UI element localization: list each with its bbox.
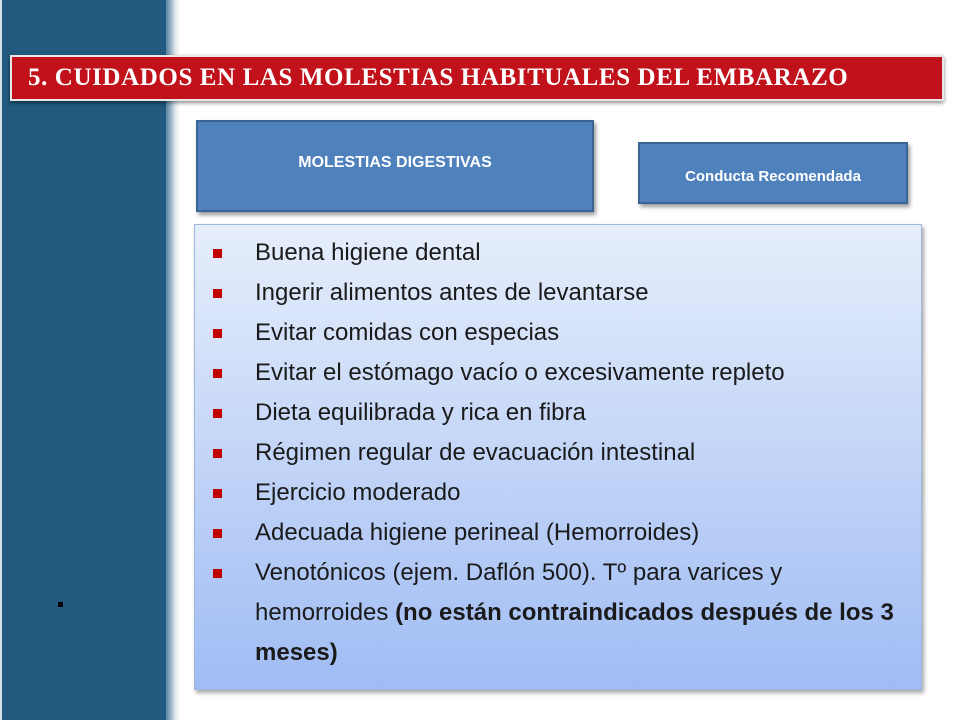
list-item-text: Evitar comidas con especias <box>255 319 560 346</box>
list-item <box>195 553 921 673</box>
square-bullet-icon <box>213 369 222 378</box>
list-item <box>195 273 921 313</box>
recommendations-list <box>195 225 921 673</box>
square-bullet-icon <box>213 569 222 578</box>
slide-title: 5. CUIDADOS EN LAS MOLESTIAS HABITUALES DEL EMBARAZO <box>28 64 849 91</box>
list-item <box>195 513 921 553</box>
square-bullet-icon <box>213 529 222 538</box>
list-item-text: Dieta equilibrada y rica en fibra <box>255 399 586 426</box>
list-item-text: Adecuada higiene perineal (Hemorroides) <box>255 519 700 546</box>
square-bullet-icon <box>213 409 222 418</box>
square-bullet-icon <box>213 489 222 498</box>
list-item <box>195 313 921 353</box>
list-item <box>195 353 921 393</box>
sidebar-panel <box>0 0 166 720</box>
list-item-text: Venotónicos (ejem. Daflón 500). Tº para varices y hemorroides <box>255 559 783 626</box>
list-item <box>195 233 921 273</box>
list-item-text: Buena higiene dental <box>255 239 481 266</box>
square-bullet-icon <box>213 449 222 458</box>
square-bullet-icon <box>213 249 222 258</box>
list-item-text: Ingerir alimentos antes de levantarse <box>255 279 649 306</box>
title-bar <box>10 55 944 101</box>
list-item <box>195 433 921 473</box>
list-item <box>195 393 921 433</box>
recommendations-box <box>194 224 922 690</box>
square-bullet-icon <box>213 289 222 298</box>
sidebar-line <box>0 0 2 720</box>
category-label: MOLESTIAS DIGESTIVAS <box>298 154 492 171</box>
sidebar-dot <box>58 602 63 607</box>
list-item <box>195 473 921 513</box>
conduct-box <box>638 142 908 204</box>
list-item-text: Ejercicio moderado <box>255 479 461 506</box>
list-item-emphasis: (no están contraindicados después de los 3 meses) <box>255 599 894 666</box>
square-bullet-icon <box>213 329 222 338</box>
conduct-label: Conducta Recomendada <box>685 167 861 185</box>
category-box <box>196 120 594 212</box>
sidebar-edge <box>166 0 180 720</box>
list-item-text: Evitar el estómago vacío o excesivamente repleto <box>255 359 785 386</box>
list-item-text: Régimen regular de evacuación intestinal <box>255 439 696 466</box>
